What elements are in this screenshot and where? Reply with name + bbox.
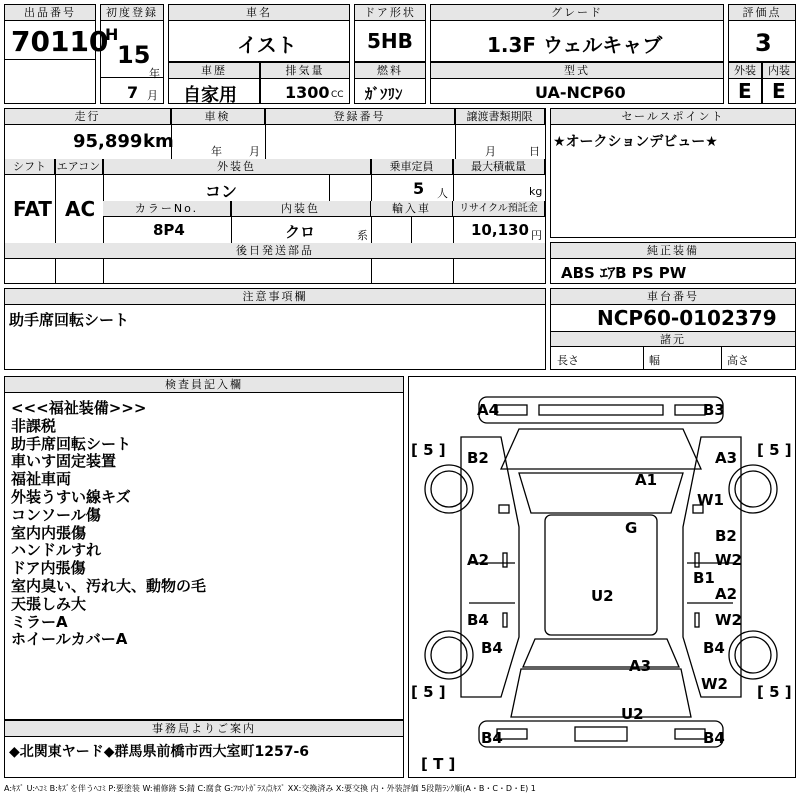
width-label: 幅	[649, 354, 660, 367]
mark-rear-fender-left: B4	[481, 639, 503, 657]
fuel-box	[354, 62, 426, 104]
color-no: 8P4	[153, 221, 185, 239]
inspector-line: コンソール傷	[11, 505, 101, 524]
handle-left-front	[503, 553, 507, 567]
cc-unit: CC	[331, 90, 344, 100]
era: H	[105, 25, 119, 44]
damage-diagram	[408, 376, 796, 778]
mark-hood: A1	[635, 471, 658, 489]
recycle-label: リサイクル預託金	[453, 201, 545, 217]
inspector-line: 非課税	[11, 416, 57, 435]
handle-right-rear	[695, 613, 699, 627]
ext-color-label: 外装色	[103, 159, 371, 175]
tire-rear-left: [ 5 ]	[411, 683, 446, 701]
tire-rear-right: [ 5 ]	[757, 683, 792, 701]
transfer-day-unit: 日	[529, 145, 540, 158]
reg-no-label: 登録番号	[265, 109, 455, 125]
history-box	[168, 62, 260, 104]
capacity-unit: 人	[437, 187, 448, 200]
year-unit: 年	[149, 67, 160, 80]
fuel: ｶﾞｿﾘﾝ	[365, 85, 403, 103]
first-reg-box	[100, 4, 164, 104]
trunk-shape	[511, 669, 691, 717]
wheel-front-left	[425, 465, 473, 513]
model-label: 型式	[431, 63, 723, 79]
grade: 1.3F ウェルキャブ	[487, 33, 663, 57]
hood-shape	[501, 429, 701, 469]
mark-rear-fender-right: B4	[703, 639, 725, 657]
later-parts-label: 後日発送部品	[5, 243, 545, 259]
wheel-front-right	[729, 465, 777, 513]
recycle-fee: 10,130	[471, 221, 529, 239]
vehicle-info-panel	[4, 108, 546, 284]
wheel-rear-left	[425, 631, 473, 679]
int-color-suffix: 系	[357, 229, 368, 242]
genuine-box	[550, 242, 796, 284]
ac: AC	[65, 197, 96, 221]
front-bumper-shape	[479, 397, 723, 423]
grade-box	[430, 4, 724, 62]
lot-number-label: 出品番号	[5, 5, 95, 21]
roof-shape	[545, 515, 657, 635]
score: 3	[755, 29, 772, 57]
mirror-left	[499, 505, 509, 513]
caution-text: 助手席回転シート	[9, 311, 130, 329]
inspector-line: 室内内張傷	[11, 523, 87, 542]
history-label: 車歴	[169, 63, 259, 79]
wheel-rear-right	[729, 631, 777, 679]
legend: A:ｷｽﾞ U:ﾍｺﾐ B:ｷｽﾞを伴うﾍｺﾐ P:要塗装 W:補修跡 S:錆 C:腐食 G:ﾌﾛﾝﾄｶﾞﾗｽ点ｷｽﾞ XX:交換済み X:要交換 内・外装評価 5段階ﾗﾝｸ順(A・B・C・D・E) 1	[4, 784, 536, 793]
displacement-label: 排気量	[261, 63, 349, 79]
mark-front-door-left: A2	[467, 551, 490, 569]
inspection-month-unit: 月	[249, 145, 260, 158]
height-label: 高さ	[727, 354, 749, 367]
inspector-line: ハンドルすれ	[11, 541, 102, 560]
int-color: クロ	[285, 223, 316, 241]
inspector-box	[4, 376, 404, 720]
model-box	[430, 62, 724, 104]
front-light-right	[675, 405, 705, 415]
sales-point-label: セールスポイント	[551, 109, 795, 125]
dims-label: 諸元	[551, 331, 795, 347]
mark-rear-bumper-right: B4	[703, 729, 725, 747]
handle-right-front	[695, 553, 699, 567]
front-light-left	[497, 405, 527, 415]
tire-spare: [ T ]	[421, 755, 456, 773]
displacement-box	[260, 62, 350, 104]
inspector-line: ホイールカバーA	[11, 630, 128, 649]
shift-label: シフト	[5, 159, 55, 175]
ac-label: エアコン	[55, 159, 103, 175]
exterior-box	[728, 62, 762, 104]
door-box	[354, 4, 426, 62]
reg-month: 7	[127, 83, 139, 102]
mileage: 95,899	[73, 131, 143, 152]
km-unit: km	[143, 131, 174, 152]
door-label: ドア形状	[355, 5, 425, 21]
capacity-label: 乗車定員	[371, 159, 453, 175]
mileage-label: 走行	[5, 109, 171, 125]
rear-light-right	[675, 729, 705, 739]
fuel-label: 燃料	[355, 63, 425, 79]
displacement: 1300	[285, 83, 330, 102]
exterior-grade: E	[738, 79, 752, 103]
ext-color: コン	[205, 182, 238, 201]
inspector-line: 助手席回転シート	[11, 434, 132, 453]
color-no-label: カラーNo.	[103, 201, 231, 217]
lot-number-box	[4, 4, 109, 60]
plate-rear	[575, 727, 627, 741]
mark-front-door-right: B2	[715, 527, 737, 545]
transfer-label: 譲渡書類期限	[455, 109, 545, 125]
transfer-month-unit: 月	[485, 145, 496, 158]
mark-windshield: G	[625, 519, 638, 537]
sales-point: ★オークションデビュー★	[553, 134, 718, 150]
chassis-box	[550, 288, 796, 370]
caution-label: 注意事項欄	[5, 289, 545, 305]
mark-front-bumper-left: A4	[477, 401, 500, 419]
inspector-line: ドア内張傷	[11, 559, 86, 578]
chassis-label: 車台番号	[551, 289, 795, 305]
inspector-line: 車いす固定装置	[11, 452, 117, 471]
mark-pillar-right: W1	[697, 491, 724, 509]
mark-rear-door-left: B4	[467, 611, 489, 629]
mark-rear-door-right-w: W2	[715, 611, 742, 629]
score-box	[728, 4, 796, 62]
door-type: 5HB	[367, 29, 413, 53]
chassis-number: NCP60-0102379	[597, 306, 777, 330]
interior-box	[762, 62, 796, 104]
inspector-line: 室内臭い、汚れ大、動物の毛	[11, 577, 207, 595]
max-load-label: 最大積載量	[453, 159, 545, 175]
exterior-label: 外装	[729, 63, 761, 79]
mark-roof: U2	[591, 587, 614, 605]
rear-bumper-shape	[479, 721, 723, 747]
shift: FAT	[13, 197, 52, 221]
inspection-label: 車検	[171, 109, 265, 125]
grille-shape	[539, 405, 663, 415]
car-name-label: 車名	[169, 5, 349, 21]
inspector-line: <<<福祉装備>>>	[11, 399, 147, 417]
history: 自家用	[183, 85, 237, 106]
import-label: 輸入車	[371, 201, 453, 217]
inspector-line: 外装うすい線キズ	[11, 488, 131, 506]
mark-front-fender-left: B2	[467, 449, 489, 467]
grade-label: グレード	[431, 5, 723, 21]
first-reg-label: 初度登録	[101, 5, 163, 21]
interior-label: 内装	[763, 63, 795, 79]
lot-blank	[4, 59, 96, 104]
inspector-line: ミラーA	[11, 612, 68, 631]
interior-grade: E	[772, 79, 786, 103]
caution-box	[4, 288, 546, 370]
office-label: 事務局よりご案内	[5, 721, 403, 737]
length-label: 長さ	[557, 354, 579, 367]
reg-year: 15	[117, 41, 151, 69]
mark-side-right: B1	[693, 569, 715, 587]
windshield-shape	[519, 473, 683, 513]
handle-left-rear	[503, 613, 507, 627]
rear-glass-shape	[523, 639, 679, 667]
month-unit: 月	[147, 89, 158, 102]
lot-number: 70110	[11, 25, 109, 58]
mark-rear-bumper-left: B4	[481, 729, 503, 747]
mark-rear-panel: U2	[621, 705, 644, 723]
mark-rear-door-right: A2	[715, 585, 738, 603]
inspector-label: 検査員記入欄	[5, 377, 403, 393]
car-name-box	[168, 4, 350, 62]
office-box	[4, 720, 404, 778]
inspector-line: 福祉車両	[11, 470, 72, 489]
model: UA-NCP60	[535, 83, 626, 102]
mark-front-fender-right: A3	[715, 449, 738, 467]
int-color-label: 内装色	[231, 201, 371, 217]
yen-unit: 円	[531, 229, 542, 242]
genuine-label: 純正装備	[551, 243, 795, 259]
car-diagram-svg	[409, 377, 795, 777]
office-text: ◆北関東ヤード◆群馬県前橋市西大室町1257-6	[9, 744, 310, 760]
sales-point-box	[550, 108, 796, 238]
max-load-unit: kg	[529, 185, 543, 198]
inspection-year-unit: 年	[211, 145, 222, 158]
mark-front-door-right-w: W2	[715, 551, 742, 569]
mark-front-bumper-right: B3	[703, 401, 725, 419]
tire-front-right: [ 5 ]	[757, 441, 792, 459]
car-name: イスト	[237, 33, 297, 57]
tire-front-left: [ 5 ]	[411, 441, 446, 459]
genuine-equipment: ABS ｴｱB PS PW	[561, 264, 687, 282]
capacity: 5	[413, 179, 425, 198]
inspector-line: 天張しみ大	[11, 594, 87, 613]
mark-trunk: A3	[629, 657, 652, 675]
score-label: 評価点	[729, 5, 795, 21]
mark-rear-quarter-right: W2	[701, 675, 728, 693]
